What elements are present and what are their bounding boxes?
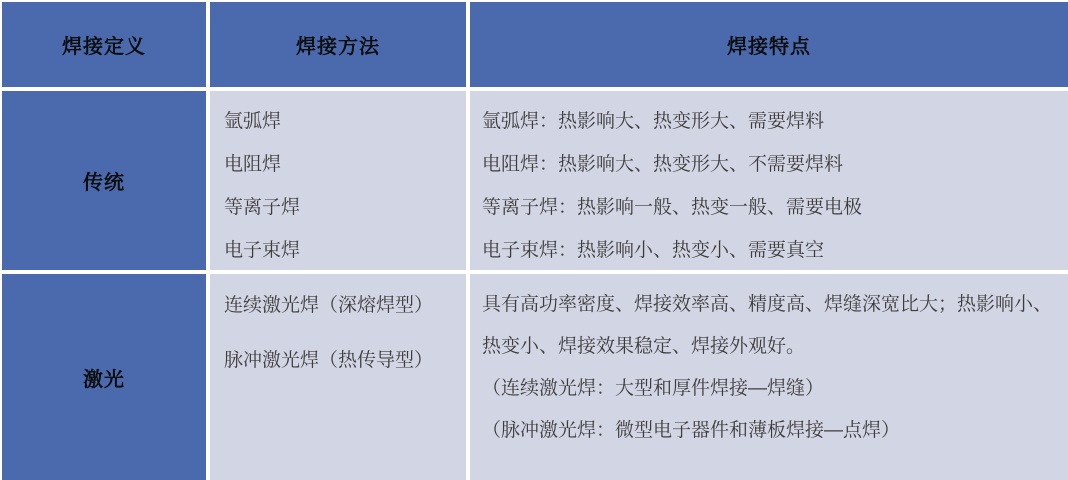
row-traditional-definition: 传统	[2, 91, 206, 270]
feature-item: （连续激光焊：大型和厚件焊接—焊缝）	[482, 378, 825, 399]
row-laser-methods	[210, 274, 466, 480]
feature-item: 等离子焊：热影响一般、热变一般、需要电极	[482, 197, 863, 218]
welding-table	[2, 2, 1068, 480]
row-laser-definition: 激光	[2, 274, 206, 480]
method-item: 等离子焊	[224, 197, 301, 218]
feature-item: 电阻焊：热影响大、热变形大、不需要焊料	[482, 154, 844, 175]
method-item: 脉冲激光焊（热传导型）	[224, 350, 434, 371]
feature-item: 氩弧焊：热影响大、热变形大、需要焊料	[482, 111, 825, 132]
header-cell-definition: 焊接定义	[2, 2, 206, 87]
row-laser-features	[470, 274, 1068, 480]
row-traditional-methods	[210, 91, 466, 270]
row-traditional-features	[470, 91, 1068, 270]
header-cell-features: 焊接特点	[470, 2, 1068, 87]
method-item: 氩弧焊	[224, 111, 282, 132]
feature-item: 电子束焊：热影响小、热变小、需要真空	[482, 240, 825, 261]
method-item: 电阻焊	[224, 154, 282, 175]
header-cell-method: 焊接方法	[210, 2, 466, 87]
feature-item: （脉冲激光焊：微型电子器件和薄板焊接—点焊）	[482, 420, 901, 441]
method-item: 电子束焊	[224, 240, 301, 261]
method-item: 连续激光焊（深熔焊型）	[224, 295, 434, 316]
feature-paragraph: 具有高功率密度、焊接效率高、精度高、焊缝深宽比大；热影响小、热变小、焊接效果稳定、焊接外观好。	[482, 294, 1053, 357]
